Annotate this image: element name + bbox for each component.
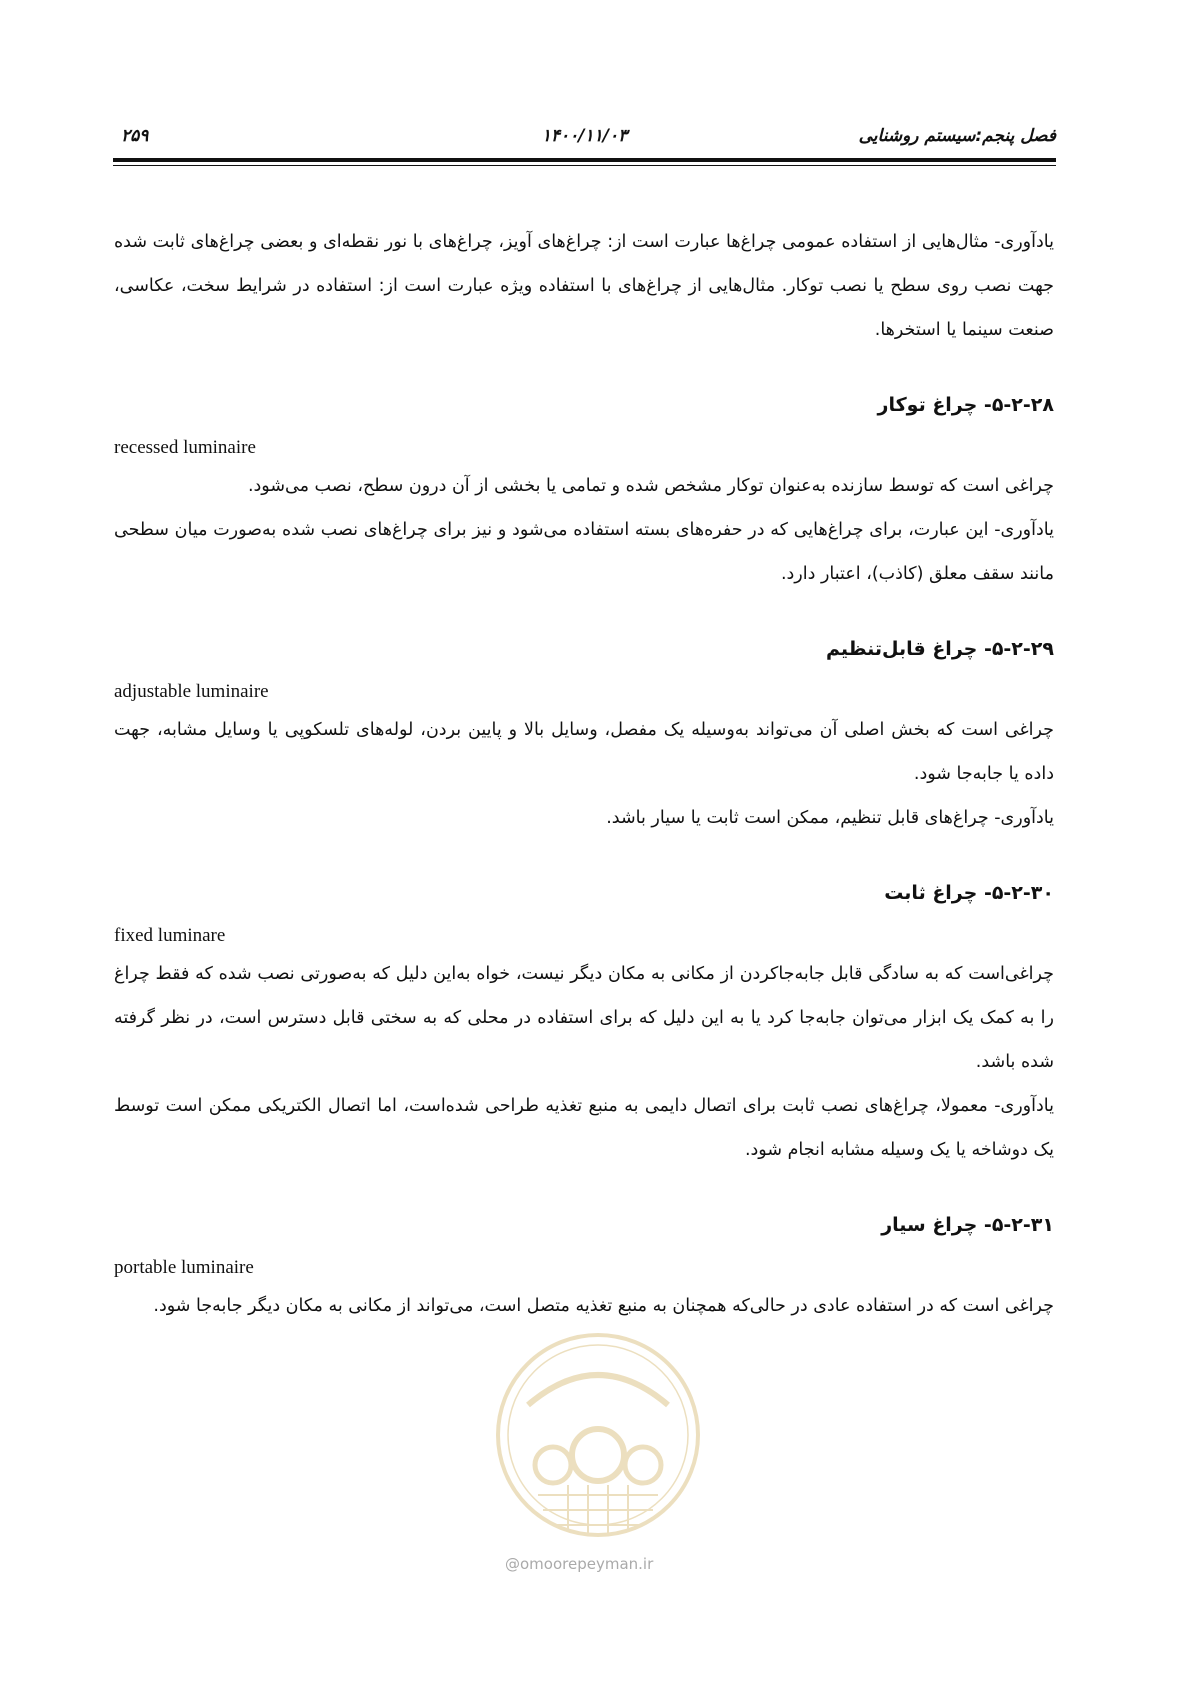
watermark-logo-icon (488, 1325, 708, 1585)
english-term: recessed luminaire (114, 437, 256, 458)
section-heading: ۵-۲-۳۱- چراغ سیار (881, 1214, 1054, 1236)
section-30 (114, 878, 1054, 1172)
watermark-site: @omoorepeyman.ir (505, 1555, 654, 1573)
section-31 (114, 1210, 1054, 1328)
note-paragraph: یادآوری- این عبارت، برای چراغ‌هایی که در حفره‌های بسته استفاده می‌شود و نیز برای چراغ‌های نصب شده به‌صورت میان سطحی مانند سقف معلق (کاذب)، اعتبار دارد. (114, 520, 1054, 584)
header-rule-thick (113, 158, 1056, 162)
page-number: ۲۵۹ (121, 126, 149, 146)
definition-paragraph: چراغی است که بخش اصلی آن می‌تواند به‌وسیله یک مفصل، وسایل بالا و پایین بردن، لوله‌های تلسکوپی یا وسایل مشابه، جهت داده یا جابه‌جا شود. (114, 720, 1054, 784)
english-term: adjustable luminaire (114, 681, 269, 702)
section-29 (114, 634, 1054, 840)
definition-paragraph: چراغی است که در استفاده عادی در حالی‌که همچنان به منبع تغذیه متصل است، می‌تواند از مکانی به مکان دیگر جابه‌جا شود. (153, 1296, 1054, 1316)
page-header (113, 118, 1056, 158)
header-rule-thin (113, 165, 1056, 166)
note-paragraph: یادآوری- معمولا، چراغ‌های نصب ثابت برای اتصال دایمی به منبع تغذیه طراحی شده‌است، اما اتصال الکتریکی ممکن است توسط یک دوشاخه یا یک وسیله مشابه انجام شود. (114, 1096, 1054, 1160)
page-content (114, 220, 1054, 1328)
chapter-title: فصل پنجم:سیستم روشنایی (858, 126, 1056, 146)
header-date: ۱۴۰۰/۱۱/۰۳ (541, 126, 628, 146)
definition-paragraph: چراغی است که توسط سازنده به‌عنوان توکار مشخص شده و تمامی یا بخشی از آن درون سطح، نصب می‌شود. (247, 476, 1054, 496)
intro-paragraph: یادآوری- مثال‌هایی از استفاده عمومی چراغ‌ها عبارت است از: چراغ‌های آویز، چراغ‌های با نور نقطه‌ای و بعضی چراغ‌های ثابت شده جهت نصب روی سطح یا نصب توکار. مثال‌هایی از چراغ‌های با استفاده ویژه عبارت است از: استفاده در شرایط سخت، عکاسی، صنعت سینما یا استخرها. (114, 232, 1054, 340)
section-heading: ۵-۲-۳۰- چراغ ثابت (884, 882, 1054, 904)
section-heading: ۵-۲-۲۹- چراغ قابل‌تنظیم (825, 638, 1054, 660)
english-term: fixed luminare (114, 925, 226, 946)
definition-paragraph: چراغی‌است که به سادگی قابل جابه‌جاکردن از مکانی به مکان دیگر نیست، خواه به‌این دلیل که به‌صورتی نصب شده که فقط چراغ را به کمک یک ابزار می‌توان جابه‌جا کرد یا به این دلیل که برای استفاده در محلی که به سختی قابل دسترس است، در نظر گرفته شده باشد. (114, 964, 1054, 1072)
english-term: portable luminaire (114, 1257, 254, 1278)
section-28 (114, 390, 1054, 596)
note-paragraph: یادآوری- چراغ‌های قابل تنظیم، ممکن است ثابت یا سیار باشد. (606, 808, 1054, 828)
section-heading: ۵-۲-۲۸- چراغ توکار (877, 394, 1054, 416)
